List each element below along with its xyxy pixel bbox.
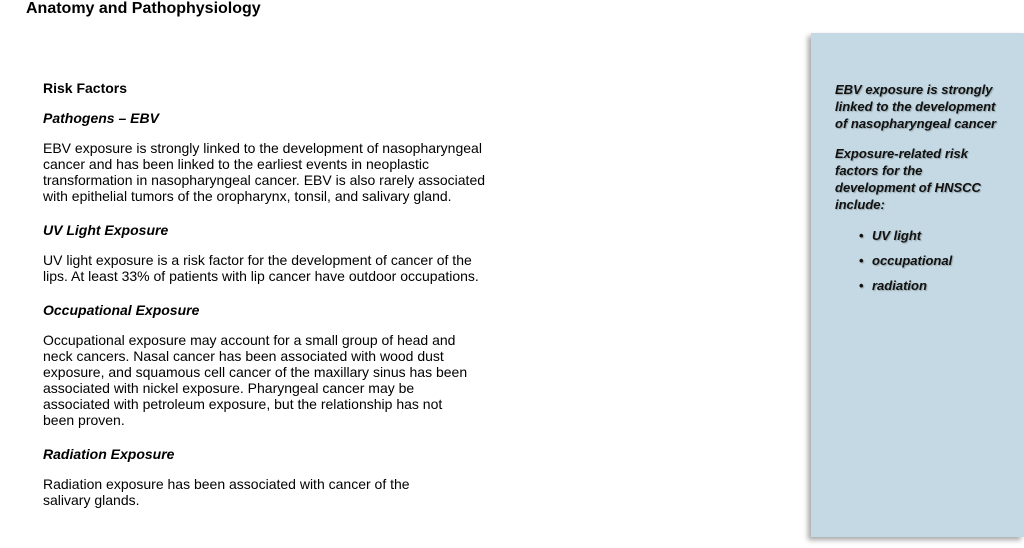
subheading-occupational: Occupational Exposure [43, 302, 200, 318]
subheading-radiation: Radiation Exposure [43, 446, 175, 462]
section-radiation [43, 446, 513, 508]
main-content [43, 80, 513, 508]
subheading-pathogens-ebv: Pathogens – EBV [43, 110, 159, 126]
bullet-icon: • [859, 253, 864, 268]
paragraph-pathogens-ebv: EBV exposure is strongly linked to the development of nasopharyngeal cancer and has been linked to the earliest events in neoplastic transformation in nasopharyngeal cancer. EBV is also rarely associated with epithelial tumors of the oropharynx, tonsil, and salivary gland. [43, 140, 486, 204]
callout-exposure-factors: Exposure-related risk factors for the development of HNSCC include: [835, 146, 981, 212]
paragraph-occupational: Occupational exposure may account for a small group of head and neck cancers. Nasal cancer has been associated with wood dust exposure, and squamous cell cancer of the maxillary sinus has been associated with nickel exposure. Pharyngeal cancer may be associated with petroleum exposure, but the relationship has not been proven. [43, 332, 468, 428]
list-item [859, 252, 1017, 269]
sidebar-content [835, 81, 1017, 302]
bullet-icon: • [859, 228, 864, 243]
list-item [859, 277, 1017, 294]
list-item-label: occupational [872, 253, 953, 268]
section-occupational [43, 302, 513, 428]
subheading-uv-light: UV Light Exposure [43, 222, 169, 238]
paragraph-uv-light: UV light exposure is a risk factor for the development of cancer of the lips. At least 33% of patients with lip cancer have outdoor occupations. [43, 252, 479, 284]
list-item [859, 227, 1017, 244]
bullet-icon: • [859, 278, 864, 293]
section-heading: Risk Factors [43, 80, 128, 96]
key-points-sidebar [811, 33, 1024, 537]
section-pathogens-ebv [43, 110, 513, 204]
list-item-label: radiation [872, 278, 927, 293]
risk-factor-list [835, 227, 1017, 294]
section-uv-light [43, 222, 513, 284]
paragraph-radiation: Radiation exposure has been associated with cancer of the salivary glands. [43, 476, 410, 508]
page-title: Anatomy and Pathophysiology [26, 0, 261, 17]
callout-ebv: EBV exposure is strongly linked to the development of nasopharyngeal cancer [835, 82, 997, 131]
list-item-label: UV light [872, 228, 922, 243]
